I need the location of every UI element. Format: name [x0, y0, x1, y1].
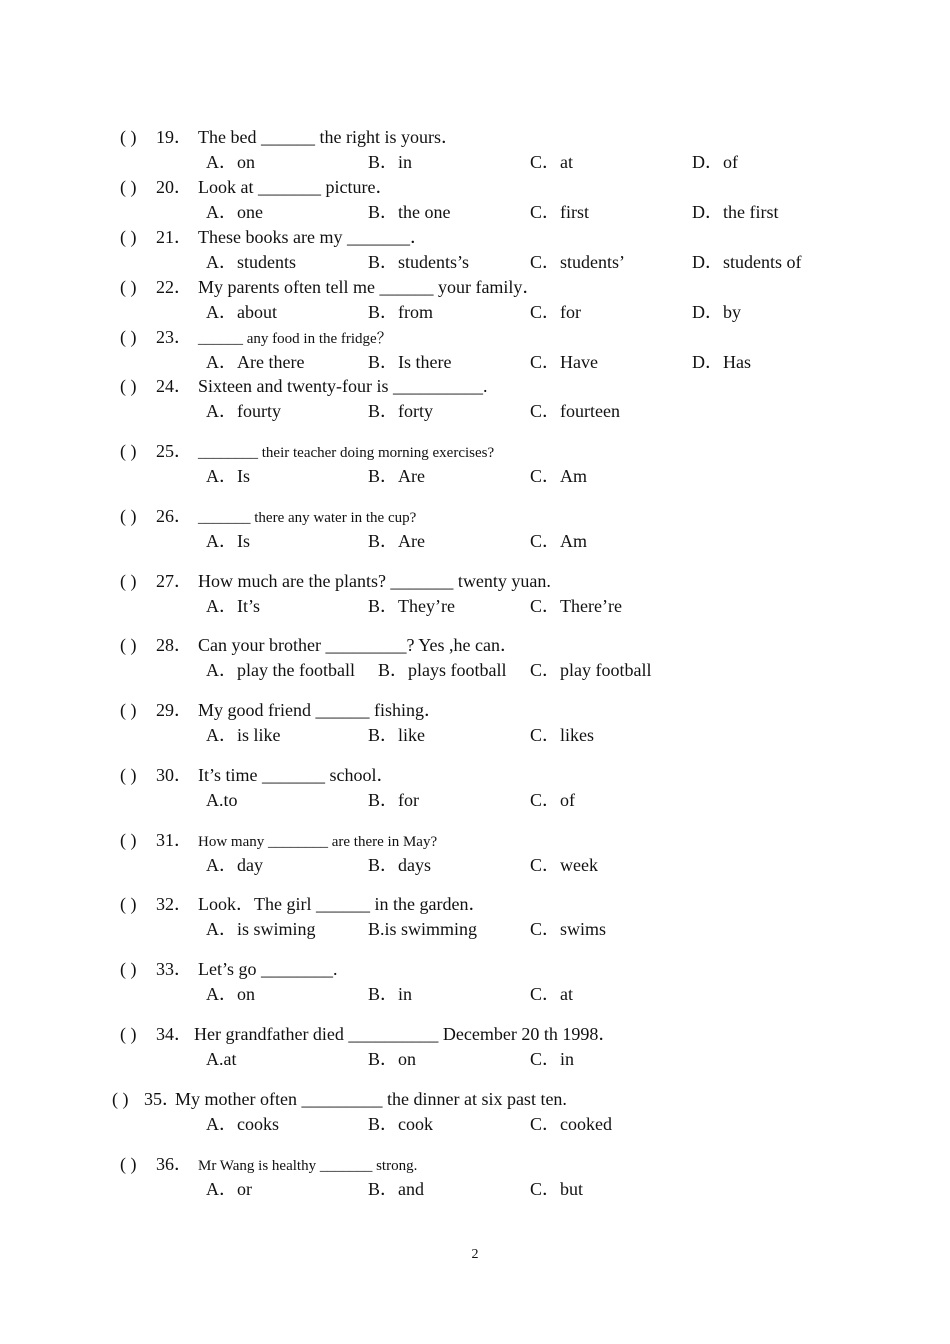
question-number: 29． — [156, 700, 192, 720]
option-b[interactable]: B．on — [368, 1049, 417, 1069]
question-29 — [120, 699, 595, 745]
option-c[interactable]: C．cooked — [530, 1114, 612, 1134]
option-d[interactable]: D．students of — [692, 252, 802, 272]
options-row — [120, 724, 880, 746]
option-c[interactable]: C．fourteen — [530, 401, 620, 421]
question-number: 30． — [156, 765, 192, 785]
options-row — [120, 595, 880, 617]
question-26 — [120, 505, 588, 551]
question-stem: The bed ______ the right is yours． — [198, 127, 459, 147]
answer-blank[interactable]: ( ) — [120, 571, 137, 591]
option-c[interactable]: C．students’ — [530, 252, 626, 272]
question-27 — [120, 570, 622, 616]
option-b[interactable]: B．like — [368, 725, 425, 745]
option-c[interactable]: C．of — [530, 790, 575, 810]
question-stem: My good friend ______ fishing． — [198, 700, 442, 720]
question-stem: My mother often _________ the dinner at six past ten. — [175, 1089, 567, 1109]
question-stem: Look at _______ picture． — [198, 177, 394, 197]
question-stem: Look．The girl ______ in the garden． — [198, 894, 487, 914]
option-c[interactable]: C．for — [530, 302, 581, 322]
option-b[interactable]: B．forty — [368, 401, 433, 421]
question-number: 36． — [156, 1154, 192, 1174]
question-36 — [120, 1153, 584, 1199]
answer-blank[interactable]: ( ) — [120, 127, 137, 147]
option-a[interactable]: A．Is — [206, 531, 250, 551]
question-24 — [120, 375, 620, 421]
option-d[interactable]: D．by — [692, 302, 741, 322]
options-row — [120, 1178, 880, 1200]
option-c[interactable]: C．in — [530, 1049, 575, 1069]
answer-blank[interactable]: ( ) — [112, 1089, 129, 1109]
option-c[interactable]: C．at — [530, 984, 573, 1004]
question-number: 33． — [156, 959, 192, 979]
question-stem: Mr Wang is healthy _______ strong. — [198, 1158, 418, 1174]
option-a[interactable]: A．cooks — [206, 1114, 279, 1134]
option-a[interactable]: A．It’s — [206, 596, 260, 616]
question-number: 28． — [156, 635, 192, 655]
option-b[interactable]: B．students’s — [368, 252, 470, 272]
option-a[interactable]: A.at — [206, 1049, 237, 1069]
option-c[interactable]: C．Have — [530, 352, 598, 372]
option-b[interactable]: B．the one — [368, 202, 451, 222]
answer-blank[interactable]: ( ) — [120, 506, 137, 526]
question-31 — [120, 829, 598, 875]
option-c[interactable]: C．play football — [530, 660, 652, 680]
option-b[interactable]: B．Are — [368, 531, 425, 551]
question-25 — [120, 440, 588, 486]
question-number: 25． — [156, 441, 192, 461]
question-number: 32． — [156, 894, 192, 914]
question-stem: Her grandfather died __________ December 20 th 1998． — [194, 1024, 617, 1044]
options-row — [120, 918, 880, 940]
options-row — [120, 201, 880, 223]
option-c[interactable]: C．but — [530, 1179, 584, 1199]
option-c[interactable]: C．first — [530, 202, 590, 222]
question-20 — [120, 176, 779, 222]
question-stem: How much are the plants? _______ twenty yuan. — [198, 571, 551, 591]
question-number: 27． — [156, 571, 192, 591]
page-number: 2 — [471, 1247, 479, 1262]
option-b[interactable]: B．for — [368, 790, 419, 810]
option-b[interactable]: B．in — [368, 152, 413, 172]
option-b[interactable]: B.is swimming — [368, 919, 478, 939]
question-28 — [120, 634, 652, 680]
question-number: 31． — [156, 830, 192, 850]
question-number: 19． — [156, 127, 192, 147]
option-a[interactable]: A．on — [206, 152, 255, 172]
answer-blank[interactable]: ( ) — [120, 177, 137, 197]
question-stem: ______ any food in the fridge？ — [198, 331, 392, 347]
option-a[interactable]: A．is like — [206, 725, 281, 745]
option-a[interactable]: A．play the football — [206, 660, 355, 680]
answer-blank[interactable]: ( ) — [120, 765, 137, 785]
question-stem: _______ there any water in the cup? — [198, 510, 417, 526]
option-b[interactable]: B．They’re — [368, 596, 455, 616]
option-c[interactable]: C．week — [530, 855, 598, 875]
options-row — [120, 301, 880, 323]
options-row — [120, 465, 880, 487]
options-row — [112, 1113, 872, 1135]
option-a[interactable]: A．fourty — [206, 401, 281, 421]
options-row — [120, 789, 880, 811]
option-d[interactable]: D．Has — [692, 352, 751, 372]
answer-blank[interactable]: ( ) — [120, 277, 137, 297]
options-row — [120, 854, 880, 876]
answer-blank[interactable]: ( ) — [120, 1024, 137, 1044]
question-22 — [120, 276, 741, 322]
option-a[interactable]: A．Are there — [206, 352, 305, 372]
option-c[interactable]: C．likes — [530, 725, 595, 745]
option-b[interactable]: B．in — [368, 984, 413, 1004]
options-row — [120, 530, 880, 552]
options-row — [120, 400, 880, 422]
option-a[interactable]: A．Is — [206, 466, 250, 486]
option-b[interactable]: B．Is there — [368, 352, 452, 372]
option-b[interactable]: B．from — [368, 302, 433, 322]
question-stem: Let’s go ________. — [198, 959, 338, 979]
option-c[interactable]: C．Am — [530, 466, 588, 486]
option-a[interactable]: A．day — [206, 855, 263, 875]
question-stem: Can your brother _________? Yes ,he can． — [198, 635, 518, 655]
answer-blank[interactable]: ( ) — [120, 327, 137, 347]
option-b[interactable]: B．Are — [368, 466, 425, 486]
option-c[interactable]: C．Am — [530, 531, 588, 551]
options-row — [120, 351, 880, 373]
question-number: 35． — [144, 1089, 180, 1109]
question-number: 23． — [156, 327, 192, 347]
option-a[interactable]: A．students — [206, 252, 296, 272]
answer-blank[interactable]: ( ) — [120, 1154, 137, 1174]
option-a[interactable]: A．on — [206, 984, 255, 1004]
answer-blank[interactable]: ( ) — [120, 894, 137, 914]
options-row — [120, 251, 880, 273]
options-row — [120, 1048, 880, 1070]
question-32 — [120, 893, 607, 939]
option-a[interactable]: A.to — [206, 790, 238, 810]
option-b[interactable]: B．days — [368, 855, 431, 875]
question-number: 21． — [156, 227, 192, 247]
option-b[interactable]: B．cook — [368, 1114, 433, 1134]
answer-blank[interactable]: ( ) — [120, 441, 137, 461]
option-d[interactable]: D．the first — [692, 202, 779, 222]
options-row — [120, 983, 880, 1005]
question-number: 26． — [156, 506, 192, 526]
question-stem: How many ________ are there in May? — [198, 834, 438, 850]
answer-blank[interactable]: ( ) — [120, 376, 137, 396]
question-23 — [120, 326, 751, 372]
question-30 — [120, 764, 575, 810]
option-c[interactable]: C．at — [530, 152, 573, 172]
question-number: 22． — [156, 277, 192, 297]
option-d[interactable]: D．of — [692, 152, 738, 172]
question-21 — [120, 226, 802, 272]
question-stem: My parents often tell me ______ your family． — [198, 277, 541, 297]
option-a[interactable]: A．one — [206, 202, 263, 222]
question-33 — [120, 958, 573, 1004]
option-a[interactable]: A．is swiming — [206, 919, 316, 939]
question-stem: Sixteen and twenty-four is __________. — [198, 376, 488, 396]
answer-blank[interactable]: ( ) — [120, 635, 137, 655]
option-c[interactable]: C．swims — [530, 919, 607, 939]
options-row — [120, 659, 880, 681]
question-stem: These books are my _______． — [198, 227, 428, 247]
question-34 — [120, 1023, 617, 1069]
question-stem: ________ their teacher doing morning exercises? — [198, 445, 495, 461]
question-stem: It’s time _______ school． — [198, 765, 395, 785]
answer-blank[interactable]: ( ) — [120, 700, 137, 720]
answer-blank[interactable]: ( ) — [120, 830, 137, 850]
question-35 — [112, 1088, 612, 1134]
option-b[interactable]: B．and — [368, 1179, 424, 1199]
option-a[interactable]: A．about — [206, 302, 277, 322]
answer-blank[interactable]: ( ) — [120, 227, 137, 247]
question-19 — [120, 126, 738, 172]
question-number: 34． — [156, 1024, 192, 1044]
answer-blank[interactable]: ( ) — [120, 959, 137, 979]
question-number: 20． — [156, 177, 192, 197]
option-a[interactable]: A．or — [206, 1179, 252, 1199]
options-row — [120, 151, 880, 173]
option-b[interactable]: B．plays football — [378, 660, 507, 680]
option-c[interactable]: C．There’re — [530, 596, 622, 616]
question-number: 24． — [156, 376, 192, 396]
